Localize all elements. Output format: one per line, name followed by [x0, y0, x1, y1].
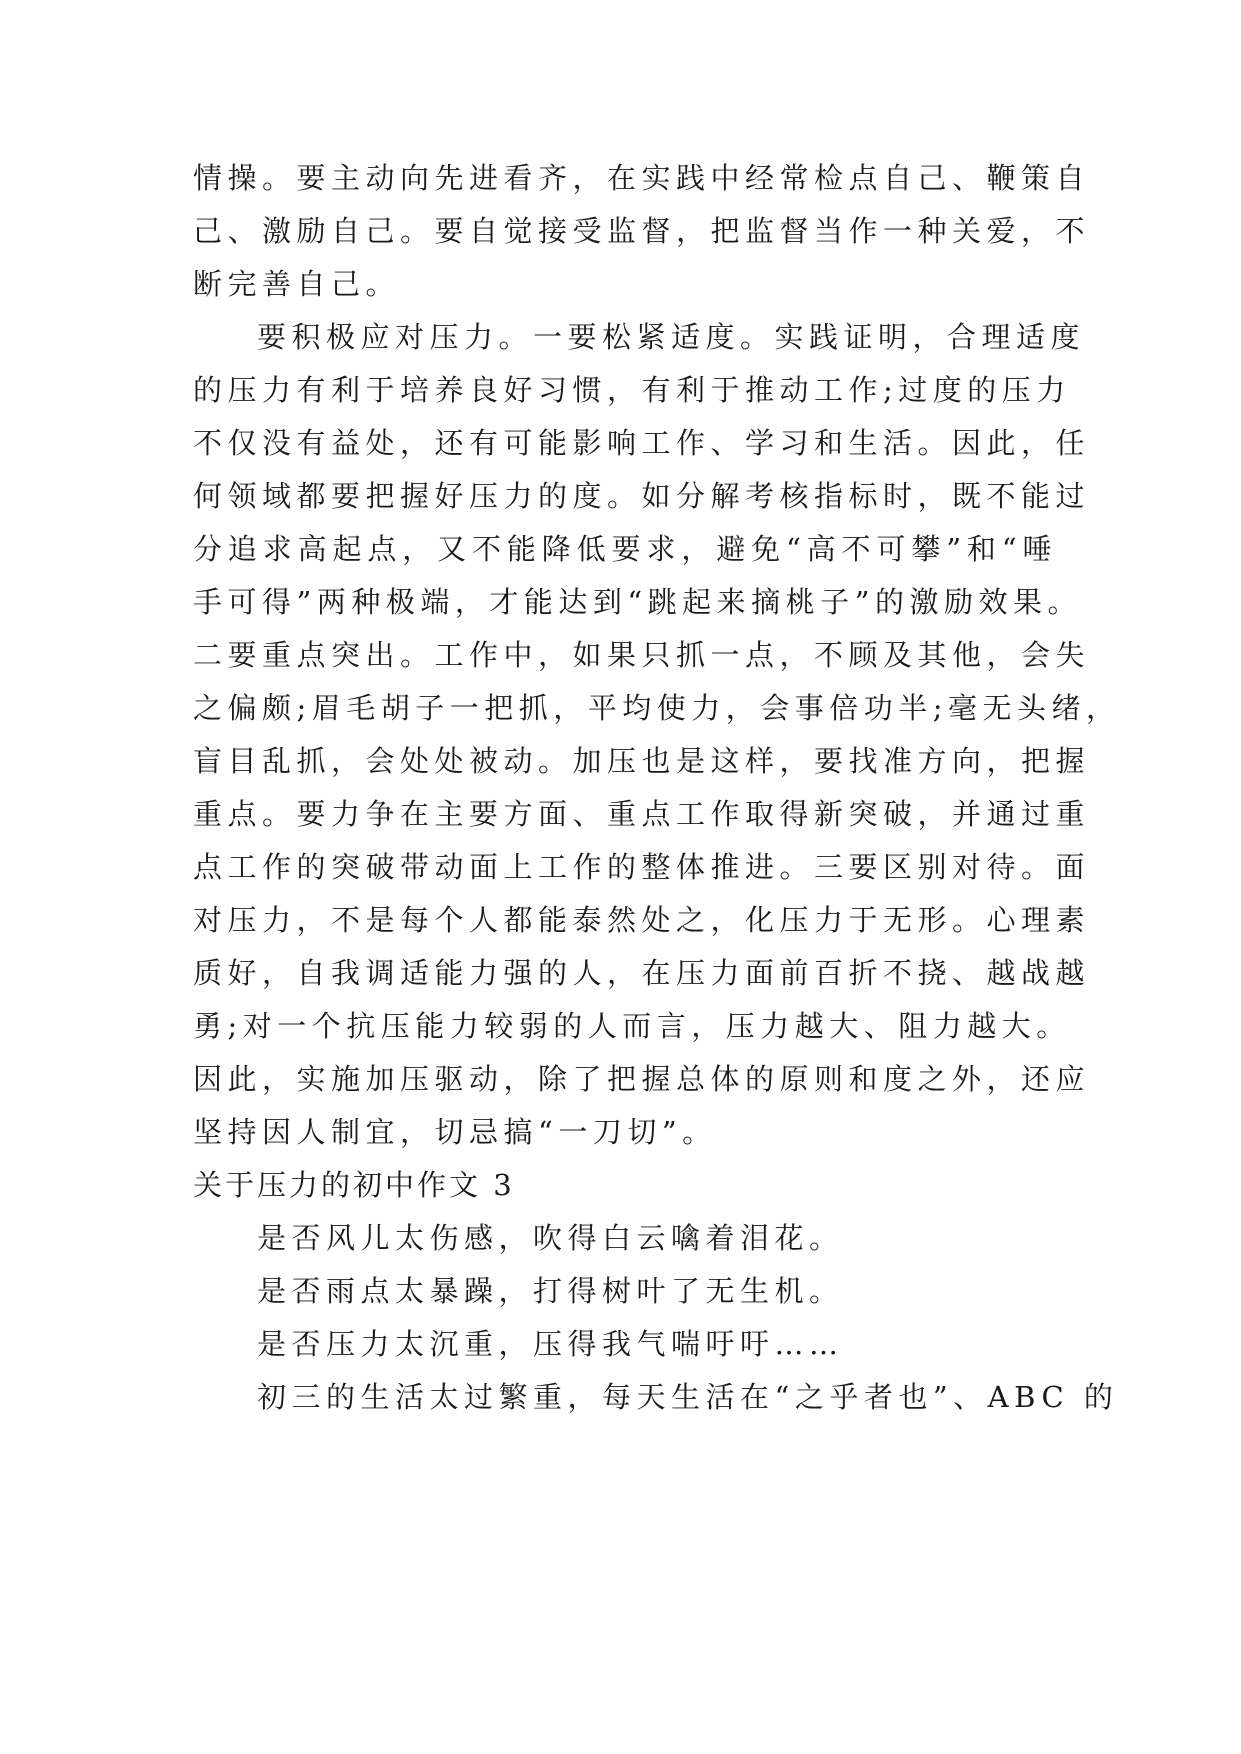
text-line: 因此，实施加压驱动，除了把握总体的原则和度之外，还应	[193, 1062, 1091, 1096]
text-line: 要积极应对压力。一要松紧适度。实践证明，合理适度	[257, 320, 1086, 354]
text-line: 勇;对一个抗压能力较弱的人而言，压力越大、阻力越大。	[193, 1009, 1071, 1043]
text-line: 不仅没有益处，还有可能影响工作、学习和生活。因此，任	[193, 426, 1091, 460]
text-line: 二要重点突出。工作中，如果只抓一点，不顾及其他，会失	[193, 638, 1091, 672]
text-line: 分追求高起点，又不能降低要求，避免“高不可攀”和“唾	[193, 532, 1057, 566]
text-line: 质好，自我调适能力强的人，在压力面前百折不挠、越战越	[193, 956, 1091, 990]
poem-line: 是否压力太沉重，压得我气喘吁吁……	[257, 1327, 844, 1361]
text-line: 手可得”两种极端，才能达到“跳起来摘桃子”的激励效果。	[193, 585, 1082, 619]
text-line: 点工作的突破带动面上工作的整体推进。三要区别对待。面	[193, 850, 1091, 884]
text-line: 何领域都要把握好压力的度。如分解考核指标时，既不能过	[193, 479, 1091, 513]
poem-line: 是否雨点太暴躁，打得树叶了无生机。	[257, 1274, 844, 1308]
text-line: 己、激励自己。要自觉接受监督，把监督当作一种关爱，不	[193, 214, 1091, 248]
text-line: 情操。要主动向先进看齐，在实践中经常检点自己、鞭策自	[193, 161, 1091, 195]
text-line: 对压力，不是每个人都能泰然处之，化压力于无形。心理素	[193, 903, 1091, 937]
text-line: 之偏颇;眉毛胡子一把抓，平均使力，会事倍功半;毫无头绪，	[193, 691, 1121, 725]
text-line: 盲目乱抓，会处处被动。加压也是这样，要找准方向，把握	[193, 744, 1091, 778]
text-line: 坚持因人制宜，切忌搞“一刀切”。	[193, 1115, 717, 1149]
text-line: 的压力有利于培养良好习惯，有利于推动工作;过度的压力	[193, 373, 1071, 407]
section-heading: 关于压力的初中作文 3	[193, 1168, 515, 1202]
text-line: 重点。要力争在主要方面、重点工作取得新突破，并通过重	[193, 797, 1091, 831]
text-line: 初三的生活太过繁重，每天生活在“之乎者也”、ABC 的	[257, 1380, 1119, 1414]
poem-line: 是否风儿太伤感，吹得白云噙着泪花。	[257, 1221, 844, 1255]
text-line: 断完善自己。	[193, 267, 401, 301]
